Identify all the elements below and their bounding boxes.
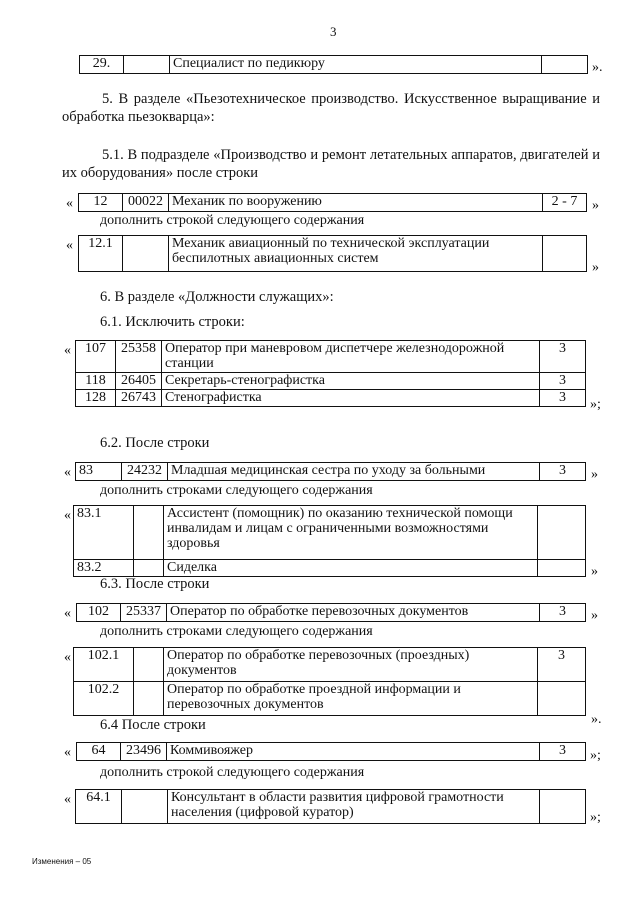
table-uav-mechanic: [78, 235, 587, 272]
closing-quote: ».: [591, 712, 602, 727]
cell-name: Оператор при маневровом диспетчере железнодорожной станции: [162, 341, 540, 373]
cell-num: 83.2: [74, 560, 134, 577]
add-rows-text: дополнить строками следующего содержания: [100, 624, 373, 639]
cell-name: Секретарь-стенографистка: [162, 373, 540, 390]
cell-code: 24232: [122, 463, 168, 481]
cell-cat: 2 - 7: [543, 194, 587, 212]
paragraph-6-1: 6.1. Исключить строки:: [100, 314, 245, 330]
cell-name: Коммивояжер: [167, 743, 540, 761]
closing-quote: »: [592, 198, 599, 213]
closing-quote: »: [592, 260, 599, 275]
cell-code: [134, 560, 164, 577]
opening-quote: «: [64, 508, 71, 523]
opening-quote: «: [64, 465, 71, 480]
cell-cat: 3: [540, 390, 586, 407]
cell-name: Механик по вооружению: [169, 194, 543, 212]
cell-cat: [538, 506, 586, 560]
cell-code: 23496: [121, 743, 167, 761]
cell-cat: [543, 236, 587, 272]
cell-num: 83: [76, 463, 122, 481]
cell-name: Ассистент (помощник) по оказанию технической помощи инвалидам и лицам с ограниченными возможностями здоровья: [164, 506, 538, 560]
table-transport-docs: [76, 603, 586, 622]
cell-code: [134, 506, 164, 560]
paragraph-6-2: 6.2. После строки: [100, 435, 210, 451]
closing-quote: »: [591, 467, 598, 482]
paragraph-6-3: 6.3. После строки: [100, 576, 210, 592]
cell-code: [134, 682, 164, 716]
cell-code: [124, 56, 170, 74]
add-rows-text: дополнить строками следующего содержания: [100, 483, 373, 498]
cell-num: 128: [76, 390, 116, 407]
cell-name: Стенографистка: [162, 390, 540, 407]
opening-quote: «: [66, 238, 73, 253]
cell-code: [134, 648, 164, 682]
cell-num: 64: [77, 743, 121, 761]
footer-note: Изменения – 05: [32, 857, 92, 866]
opening-quote: «: [64, 343, 71, 358]
closing-quote: »: [591, 608, 598, 623]
opening-quote: «: [64, 745, 71, 760]
closing-quote: »;: [590, 748, 601, 763]
paragraph-6: 6. В разделе «Должности служащих»:: [100, 289, 334, 305]
cell-name: Оператор по обработке перевозочных (проездных) документов: [164, 648, 538, 682]
table-digital-curator: [75, 789, 586, 824]
table-pedicure: [79, 55, 588, 74]
cell-code: [123, 236, 169, 272]
table-operators: [73, 647, 586, 716]
table-assistant: [73, 505, 586, 577]
cell-num: 102.1: [74, 648, 134, 682]
table-nurse: [75, 462, 586, 481]
cell-cat: 3: [538, 648, 586, 682]
add-row-text: дополнить строкой следующего содержания: [100, 213, 365, 228]
opening-quote: «: [64, 792, 71, 807]
closing-quote: »: [591, 564, 598, 579]
cell-name: Сиделка: [164, 560, 538, 577]
cell-cat: 3: [540, 373, 586, 390]
cell-cat: [538, 682, 586, 716]
add-row-text: дополнить строкой следующего содержания: [100, 765, 365, 780]
cell-name: Механик авиационный по технической эксплуатации беспилотных авиационных систем: [169, 236, 543, 272]
closing-quote: ».: [592, 60, 603, 75]
paragraph-5-1: 5.1. В подразделе «Производство и ремонт летательных аппаратов, двигателей и их оборудования» после строки: [62, 147, 600, 181]
cell-code: 26743: [116, 390, 162, 407]
cell-num: 12: [79, 194, 123, 212]
cell-name: Консультант в области развития цифровой грамотности населения (цифровой куратор): [168, 790, 540, 824]
closing-quote: »;: [590, 810, 601, 825]
cell-name: Специалист по педикюру: [170, 56, 542, 74]
cell-cat: 3: [540, 604, 586, 622]
paragraph-5: 5. В разделе «Пьезотехническое производство. Искусственное выращивание и обработка пьезокварца»:: [62, 91, 600, 125]
paragraph-6-4: 6.4 После строки: [100, 717, 206, 733]
table-mechanic: [78, 193, 587, 212]
cell-name: Оператор по обработке проездной информации и перевозочных документов: [164, 682, 538, 716]
closing-quote: »;: [590, 397, 601, 412]
table-salesman: [76, 742, 586, 761]
opening-quote: «: [66, 196, 73, 211]
cell-num: 118: [76, 373, 116, 390]
cell-num: 12.1: [79, 236, 123, 272]
cell-code: [122, 790, 168, 824]
cell-num: 29.: [80, 56, 124, 74]
cell-cat: 3: [540, 463, 586, 481]
cell-code: 26405: [116, 373, 162, 390]
cell-cat: 3: [540, 743, 586, 761]
cell-cat: [540, 790, 586, 824]
table-exclude: [75, 340, 586, 407]
cell-num: 64.1: [76, 790, 122, 824]
opening-quote: «: [64, 606, 71, 621]
cell-code: 00022: [123, 194, 169, 212]
cell-cat: [542, 56, 588, 74]
cell-num: 102.2: [74, 682, 134, 716]
cell-num: 107: [76, 341, 116, 373]
page-number: 3: [330, 24, 337, 39]
cell-num: 83.1: [74, 506, 134, 560]
cell-code: 25337: [121, 604, 167, 622]
cell-code: 25358: [116, 341, 162, 373]
cell-cat: [538, 560, 586, 577]
cell-num: 102: [77, 604, 121, 622]
opening-quote: «: [64, 650, 71, 665]
cell-cat: 3: [540, 341, 586, 373]
cell-name: Оператор по обработке перевозочных документов: [167, 604, 540, 622]
cell-name: Младшая медицинская сестра по уходу за больными: [168, 463, 540, 481]
